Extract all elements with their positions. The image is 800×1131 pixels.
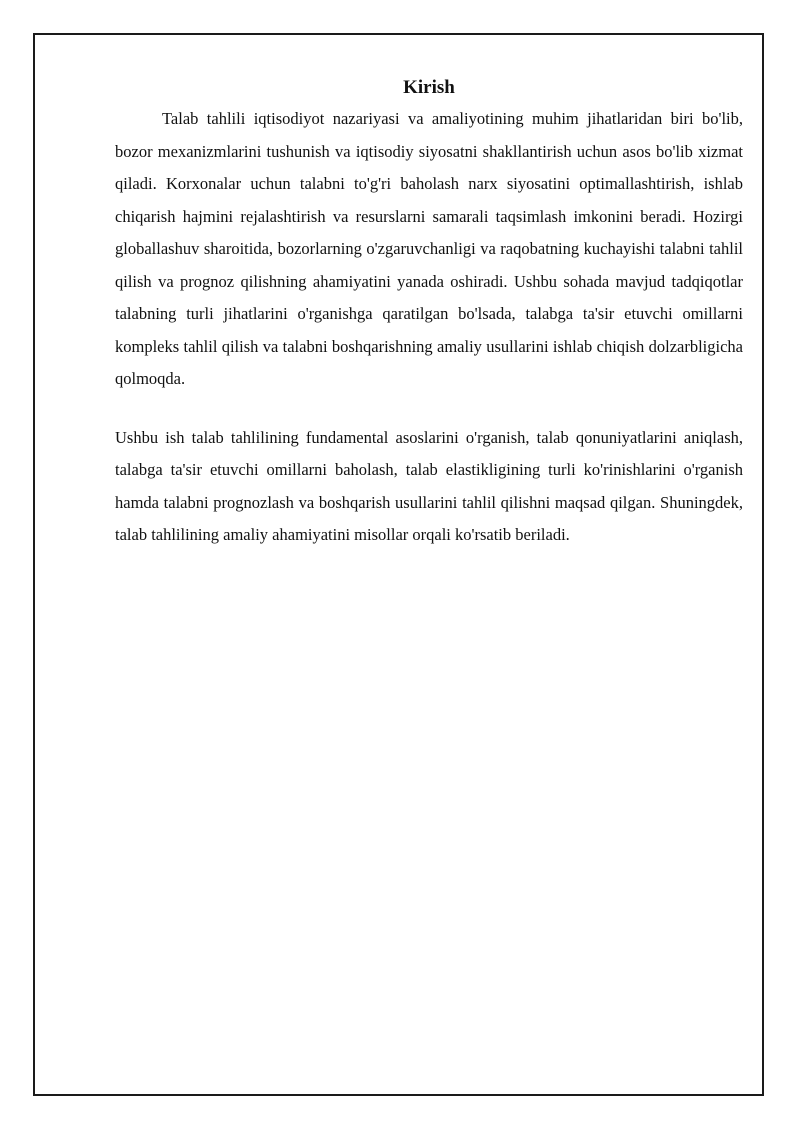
page-title: Kirish [403, 77, 455, 98]
paragraph-aims: Ushbu ish talab tahlilining fundamental asoslarini o'rganish, talab qonuniyatlarini aniqlash, talabga ta'sir etuvchi omillarni baholash, talab elastikligining turli ko'rinishlarini o'rganish hamda talabni prognozlash va boshqarish usullarini tahlil qilishni maqsad qilgan. Shuningdek, talab tahlilining amaliy ahamiyatini misollar orqali ko'rsatib beriladi. [115, 427, 743, 544]
document-body [115, 73, 743, 552]
paragraph-intro: Talab tahlili iqtisodiyot nazariyasi va amaliyotining muhim jihatlaridan biri bo'lib, bozor mexanizmlarini tushunish va iqtisodiy siyosatni shakllantirish uchun asos bo'lib xizmat qiladi. Korxonalar uchun talabni to'g'ri baholash narx siyosatini optimallashtirish, ishlab chiqarish hajmini rejalashtirish va resurslarni samarali taqsimlash imkonini beradi. Hozirgi globallashuv sharoitida, bozorlarning o'zgaruvchanligi va raqobatning kuchayishi talabni tahlil qilish va prognoz qilishning ahamiyatini yanada oshiradi. Ushbu sohada mavjud tadqiqotlar talabning turli jihatlarini o'rganishga qaratilgan bo'lsada, talabga ta'sir etuvchi omillarni kompleks tahlil qilish va talabni boshqarishning amaliy usullarini ishlab chiqish dolzarbligicha qolmoqda. [115, 109, 743, 388]
